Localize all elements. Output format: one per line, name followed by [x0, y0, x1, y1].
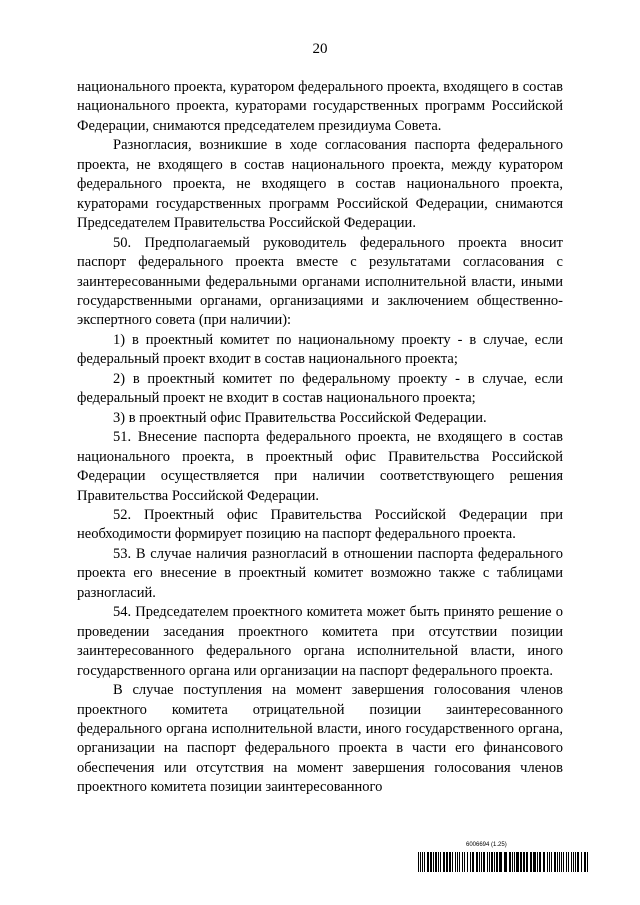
- paragraph: 50. Предполагаемый руководитель федерального проекта вносит паспорт федерального проекта вместе с результатами согласования с заинтересованными федеральными органами исполнительной власти, иными государственными органами, организациями и заключением общественно-экспертного совета (при наличии):: [77, 234, 563, 329]
- paragraph: 54. Председателем проектного комитета может быть принято решение о проведении заседания проектного комитета при отсутствии позиции заинтересованного федерального органа исполнительной власти, иного государственного органа или организации на паспорт федерального проекта.: [77, 604, 563, 679]
- paragraph: 51. Внесение паспорта федерального проекта, не входящего в состав национального проекта, в проектный офис Правительства Российской Федерации осуществляется при наличии соответствующего решения Правительства Российской Федерации.: [77, 429, 563, 504]
- body-text: [77, 78, 563, 798]
- paragraph: В случае поступления на момент завершения голосования членов проектного комитета отрицательной позиции заинтересованного федерального органа исполнительной власти, иного государственного органа, организации на паспорт федерального проекта в части его финансового обеспечения или отсутствия на момент завершения голосования членов проектного комитета позиции заинтересованного: [77, 682, 563, 796]
- paragraph: национального проекта, куратором федерального проекта, входящего в состав национального проекта, кураторами государственных программ Российской Федерации, снимаются председателем президиума Совета.: [77, 79, 563, 134]
- paragraph: 1) в проектный комитет по национальному проекту - в случае, если федеральный проект входит в состав национального проекта;: [77, 331, 563, 368]
- document-stamp-number: 6006694 (1.25): [466, 842, 507, 848]
- barcode: [418, 852, 588, 872]
- paragraph: 3) в проектный офис Правительства Российской Федерации.: [113, 409, 487, 426]
- paragraph: 2) в проектный комитет по федеральному проекту - в случае, если федеральный проект не входит в состав национального проекта;: [77, 370, 563, 407]
- paragraph: 52. Проектный офис Правительства Российской Федерации при необходимости формирует позицию на паспорт федерального проекта.: [77, 506, 563, 543]
- paragraph: 53. В случае наличия разногласий в отношении паспорта федерального проекта его внесение в проектный комитет возможно также с таблицами разногласий.: [77, 545, 563, 601]
- paragraph: Разногласия, возникшие в ходе согласования паспорта федерального проекта, не входящего в состав национального проекта, между куратором федерального проекта, не входящего в состав национального проекта, кураторами государственных программ Российской Федерации, снимаются Председателем Правительства Российской Федерации.: [77, 137, 563, 232]
- page-number: 20: [312, 41, 328, 57]
